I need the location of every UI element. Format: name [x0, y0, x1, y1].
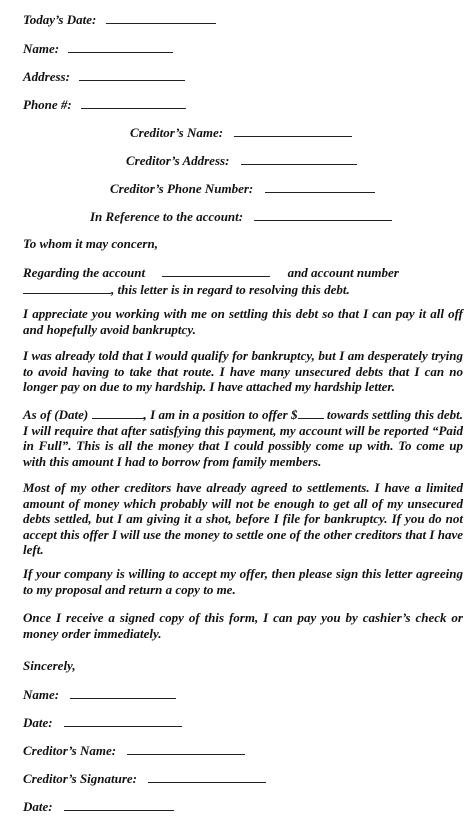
creditor-name-signoff-field — [23, 742, 245, 758]
offer-amount-text: , I am in a position to offer $ — [143, 407, 298, 422]
account-number-text: and account number — [287, 265, 399, 280]
account-number-blank[interactable] — [23, 281, 111, 294]
creditor-date-label: Date: — [23, 799, 53, 814]
address-blank[interactable] — [79, 68, 185, 81]
name-field — [23, 40, 173, 56]
creditor-date-blank[interactable] — [64, 798, 174, 811]
paragraph-offer — [23, 406, 463, 469]
reference-blank[interactable] — [254, 208, 392, 221]
signature-name-blank[interactable] — [70, 686, 176, 699]
creditors-text: Most of my other creditors have already agreed to settlements. I have a limited amount of money which probably will not be enough to get all of my unsecured debts settled, but I am giving it a shot, before I file for bankruptcy. If you do not accept this offer I will use the money to settle one of the other creditors that I have left. — [23, 480, 463, 557]
payment-text: Once I receive a signed copy of this form, I can pay you by cashier’s check or money order immediately. — [23, 610, 463, 641]
creditor-address-label: Creditor’s Address: — [126, 153, 230, 168]
creditor-signature-label: Creditor’s Signature: — [23, 771, 138, 786]
phone-blank[interactable] — [81, 96, 186, 109]
offer-terms-text: towards settling this debt. I will require that after satisfying this payment, my account will be reported “Paid in Full”. This is all the money that I could possibly come up with. To come up with this amount I had to borrow from family members. — [23, 407, 463, 469]
creditor-name-signoff-label: Creditor’s Name: — [23, 743, 117, 758]
signature-date-field — [23, 714, 182, 730]
phone-label: Phone #: — [23, 97, 72, 112]
paragraph-creditors — [23, 480, 463, 558]
creditor-signature-field — [23, 770, 266, 786]
signature-date-label: Date: — [23, 715, 53, 730]
creditor-name-field — [130, 124, 352, 140]
as-of-date-text: As of (Date) — [23, 407, 89, 422]
regarding-end-text: , this letter is in regard to resolving this debt. — [111, 281, 350, 297]
creditor-name-label: Creditor’s Name: — [130, 125, 224, 140]
creditor-name-signoff-blank[interactable] — [127, 742, 245, 755]
name-blank[interactable] — [68, 40, 173, 53]
appreciate-text: I appreciate you working with me on settling this debt so that I can pay it all off and hopefully avoid bankruptcy. — [23, 306, 463, 337]
creditor-phone-blank[interactable] — [265, 180, 375, 193]
paragraph-payment — [23, 610, 463, 641]
offer-amount-blank[interactable] — [298, 406, 324, 419]
signature-name-label: Name: — [23, 687, 60, 702]
creditor-name-blank[interactable] — [234, 124, 352, 137]
todays-date-field — [23, 11, 216, 27]
paragraph-accept — [23, 566, 463, 597]
address-field — [23, 68, 185, 84]
regarding-text: Regarding the account — [23, 265, 146, 280]
accept-text: If your company is willing to accept my offer, then please sign this letter agreeing to my proposal and return a copy to me. — [23, 566, 463, 597]
creditor-phone-label: Creditor’s Phone Number: — [110, 181, 254, 196]
offer-date-blank[interactable] — [92, 406, 144, 419]
bankruptcy-text: I was already told that I would qualify for bankruptcy, but I am desperately trying to avoid having to take that route. I have many unsecured debts that I can no longer pay on due to my hardship. I have attached my hardship letter. — [23, 348, 463, 394]
creditor-signature-blank[interactable] — [148, 770, 266, 783]
salutation: To whom it may concern, — [23, 236, 158, 251]
paragraph-bankruptcy — [23, 348, 463, 395]
signature-date-blank[interactable] — [64, 714, 182, 727]
todays-date-label: Today’s Date: — [23, 12, 97, 27]
account-blank[interactable] — [162, 264, 270, 277]
address-label: Address: — [23, 69, 70, 84]
reference-field — [90, 208, 392, 224]
reference-label: In Reference to the account: — [90, 209, 244, 224]
signature-name-field — [23, 686, 176, 702]
creditor-address-blank[interactable] — [241, 152, 357, 165]
creditor-date-field — [23, 798, 174, 814]
closing: Sincerely, — [23, 658, 76, 673]
phone-field — [23, 96, 186, 112]
todays-date-blank[interactable] — [106, 11, 216, 24]
name-label: Name: — [23, 41, 60, 56]
creditor-address-field — [126, 152, 357, 168]
paragraph-appreciate — [23, 306, 463, 337]
paragraph-regarding — [23, 264, 463, 297]
creditor-phone-field — [110, 180, 375, 196]
